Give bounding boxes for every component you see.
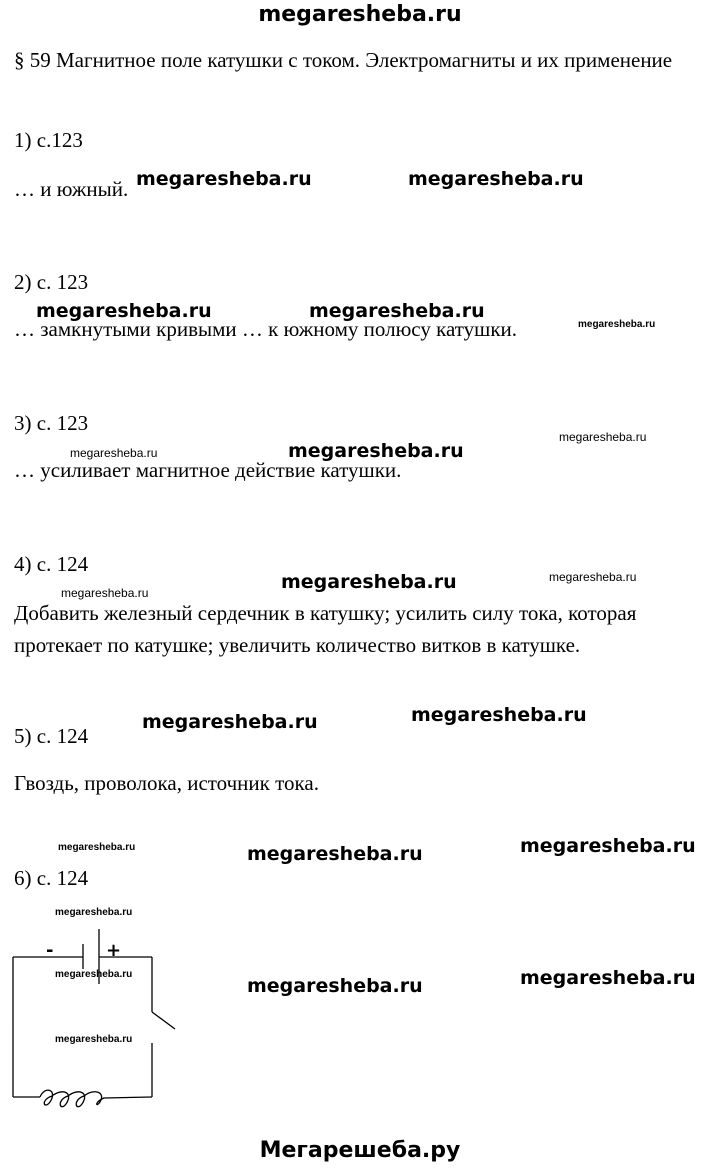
item-1-ref: 1) с.123 xyxy=(14,128,83,152)
item-4-ref: 4) с. 124 xyxy=(14,552,89,576)
watermark: megaresheba.ru xyxy=(309,300,485,322)
watermark: megaresheba.ru xyxy=(408,168,584,190)
watermark: megaresheba.ru xyxy=(61,586,149,600)
minus-terminal-label: - xyxy=(46,940,54,961)
watermark: megaresheba.ru xyxy=(288,440,464,462)
section-title: § 59 Магнитное поле катушки с током. Электромагниты и их применение xyxy=(14,48,673,72)
watermark: megaresheba.ru xyxy=(411,704,587,726)
watermark: megaresheba.ru xyxy=(36,300,212,322)
watermark: megaresheba.ru xyxy=(247,843,423,865)
watermark: megaresheba.ru xyxy=(520,967,696,989)
watermark: megaresheba.ru xyxy=(58,842,136,853)
site-footer: Мегарешеба.ру xyxy=(259,1138,461,1163)
watermark: megaresheba.ru xyxy=(55,969,133,980)
watermark: megaresheba.ru xyxy=(281,571,457,593)
item-6-ref: 6) с. 124 xyxy=(14,866,89,890)
watermark: megaresheba.ru xyxy=(520,835,696,857)
circuit-diagram xyxy=(0,890,200,1030)
item-5-ref: 5) с. 124 xyxy=(14,724,89,748)
watermark: megaresheba.ru xyxy=(70,446,158,460)
watermark: megaresheba.ru xyxy=(559,430,647,444)
item-2-answer: … замкнутыми кривыми … к южному полюсу катушки. xyxy=(14,317,518,341)
watermark: megaresheba.ru xyxy=(549,570,637,584)
watermark: megaresheba.ru xyxy=(136,168,312,190)
item-3-ref: 3) с. 123 xyxy=(14,411,89,435)
watermark: megaresheba.ru xyxy=(142,711,318,733)
item-1-answer: … и южный. xyxy=(14,177,129,201)
coil xyxy=(40,1090,152,1107)
watermark: megaresheba.ru xyxy=(55,1034,133,1045)
watermark: megaresheba.ru xyxy=(55,907,133,918)
switch-lever xyxy=(152,1012,175,1029)
item-4-answer: Добавить железный сердечник в катушку; усилить силу тока, которая протекает по катушке; увеличить количество витков в катушке. xyxy=(14,601,637,657)
item-5-answer: Гвоздь, проволока, источник тока. xyxy=(14,771,319,795)
watermark: megaresheba.ru xyxy=(247,975,423,997)
plus-terminal-label: + xyxy=(106,940,122,961)
item-3-answer: … усиливает магнитное действие катушки. xyxy=(14,458,402,482)
item-2-ref: 2) с. 123 xyxy=(14,270,89,294)
watermark: megaresheba.ru xyxy=(578,319,656,330)
site-header: megaresheba.ru xyxy=(258,2,462,27)
